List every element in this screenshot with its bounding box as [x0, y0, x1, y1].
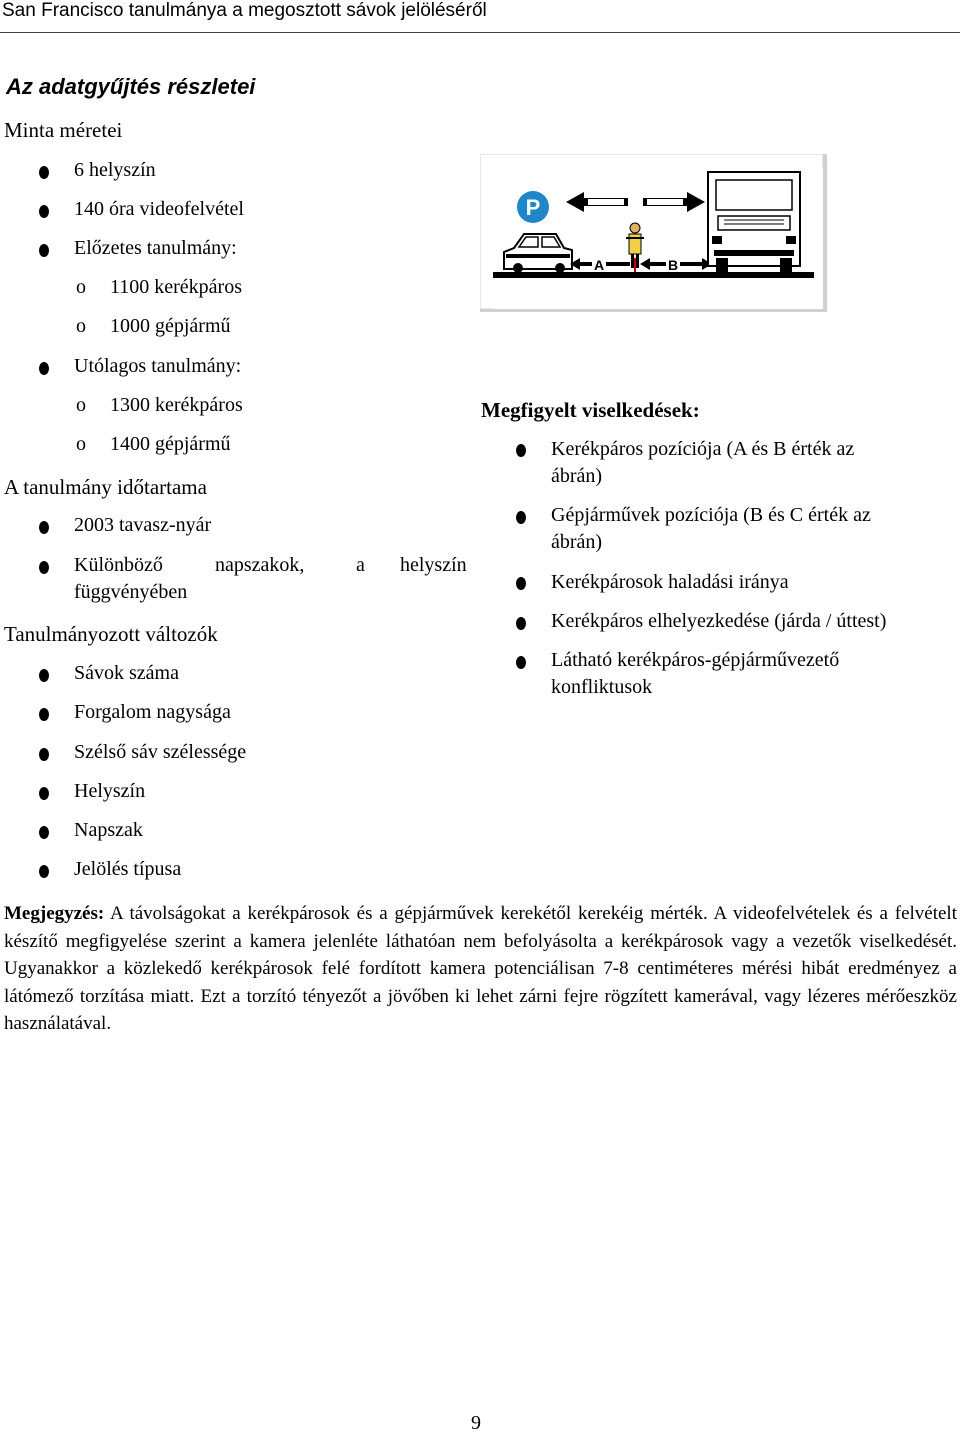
page-number: 9 [471, 1412, 481, 1434]
list-item: Látható kerékpáros-gépjárművezető [551, 649, 840, 671]
list-item-continuation: konfliktusok [551, 676, 653, 698]
list-item-continuation: függvényében [74, 581, 188, 603]
list-item-word: napszakok, [215, 554, 305, 576]
truck-icon [708, 172, 800, 272]
header-rule [0, 32, 960, 33]
arrow-left-highlight [588, 199, 624, 205]
list-item-word: helyszín [400, 554, 467, 576]
bullet-dot [39, 521, 49, 534]
list-item: Helyszín [74, 780, 146, 802]
label-a: A [593, 257, 605, 273]
note-paragraph [4, 900, 957, 1038]
bullet-dot [516, 577, 526, 590]
bullet-dot [39, 787, 49, 800]
section-title: Az adatgyűjtés részletei [6, 74, 256, 99]
list-item: Előzetes tanulmány: [74, 237, 237, 259]
heading-sample-size: Minta méretei [4, 118, 123, 142]
list-item: Jelölés típusa [74, 858, 182, 880]
list-item-continuation: ábrán) [551, 531, 603, 553]
list-item: Szélső sáv szélessége [74, 741, 247, 763]
bullet-dot [39, 244, 49, 257]
list-item-word: Különböző [74, 554, 163, 576]
running-header: San Francisco tanulmánya a megosztott sávok jelöléséről [2, 0, 487, 21]
list-item: Sávok száma [74, 662, 179, 684]
parking-letter: P [525, 195, 541, 220]
bullet-dot [39, 362, 49, 375]
bullet-dot [516, 511, 526, 524]
list-item: 6 helyszín [74, 159, 156, 181]
list-item: Kerékpárosok haladási iránya [551, 571, 789, 593]
arrow-right-highlight [647, 199, 683, 205]
heading-duration: A tanulmány időtartama [4, 475, 207, 499]
sub-bullet-marker: o [76, 315, 86, 337]
note-label: Megjegyzés: [4, 903, 105, 924]
heading-observed-behaviours: Megfigyelt viselkedések: [481, 398, 700, 422]
bullet-dot [39, 669, 49, 682]
list-item: Kerékpáros pozíciója (A és B érték az [551, 438, 855, 460]
sub-bullet-marker: o [76, 276, 86, 298]
sub-list-item: 1300 kerékpáros [110, 394, 243, 416]
list-item: Forgalom nagysága [74, 701, 231, 723]
list-item: 2003 tavasz-nyár [74, 514, 212, 536]
sub-bullet-marker: o [76, 394, 86, 416]
bullet-dot [39, 561, 49, 574]
list-item: Utólagos tanulmány: [74, 355, 242, 377]
list-item-continuation: ábrán) [551, 465, 603, 487]
note-text: A távolságokat a kerékpárosok és a gépjárművek kerekétől kerekéig mérték. A videofelvételek és a felvételt készítő megfigyelése szerint a kamera jelenléte láthatóan nem befolyásolta a kerékpárosok vagy a vezetők viselkedését. Ugyanakkor a közlekedő kerékpárosok felé fordított kamera potenciálisan 7-8 centiméteres mérési hibát eredményez a látómező torzítása miatt. Ezt a torzító tényezőt a jövőben ki lehet zárni fejre rögzített kamerával, vagy lézeres mérőeszköz használatával. [4, 903, 957, 1035]
list-item: Napszak [74, 819, 143, 841]
list-item: 140 óra videofelvétel [74, 198, 244, 220]
diagram-svg [480, 154, 830, 315]
bullet-dot [516, 617, 526, 630]
bullet-dot [39, 826, 49, 839]
bullet-dot [39, 748, 49, 761]
list-item: Gépjárművek pozíciója (B és C érték az [551, 504, 871, 526]
sub-list-item: 1400 gépjármű [110, 433, 231, 455]
bullet-dot [39, 865, 49, 878]
list-item-word: a [356, 554, 365, 576]
road-surface [493, 272, 814, 278]
heading-variables: Tanulmányozott változók [4, 622, 218, 646]
bullet-dot [39, 166, 49, 179]
sub-list-item: 1000 gépjármű [110, 315, 231, 337]
sub-list-item: 1100 kerékpáros [110, 276, 242, 298]
bullet-dot [39, 708, 49, 721]
bullet-dot [39, 205, 49, 218]
bullet-dot [516, 656, 526, 669]
label-b: B [667, 257, 679, 273]
lane-position-diagram [480, 154, 830, 315]
sub-bullet-marker: o [76, 433, 86, 455]
list-item: Kerékpáros elhelyezkedése (járda / úttest) [551, 610, 887, 632]
bullet-dot [516, 444, 526, 457]
